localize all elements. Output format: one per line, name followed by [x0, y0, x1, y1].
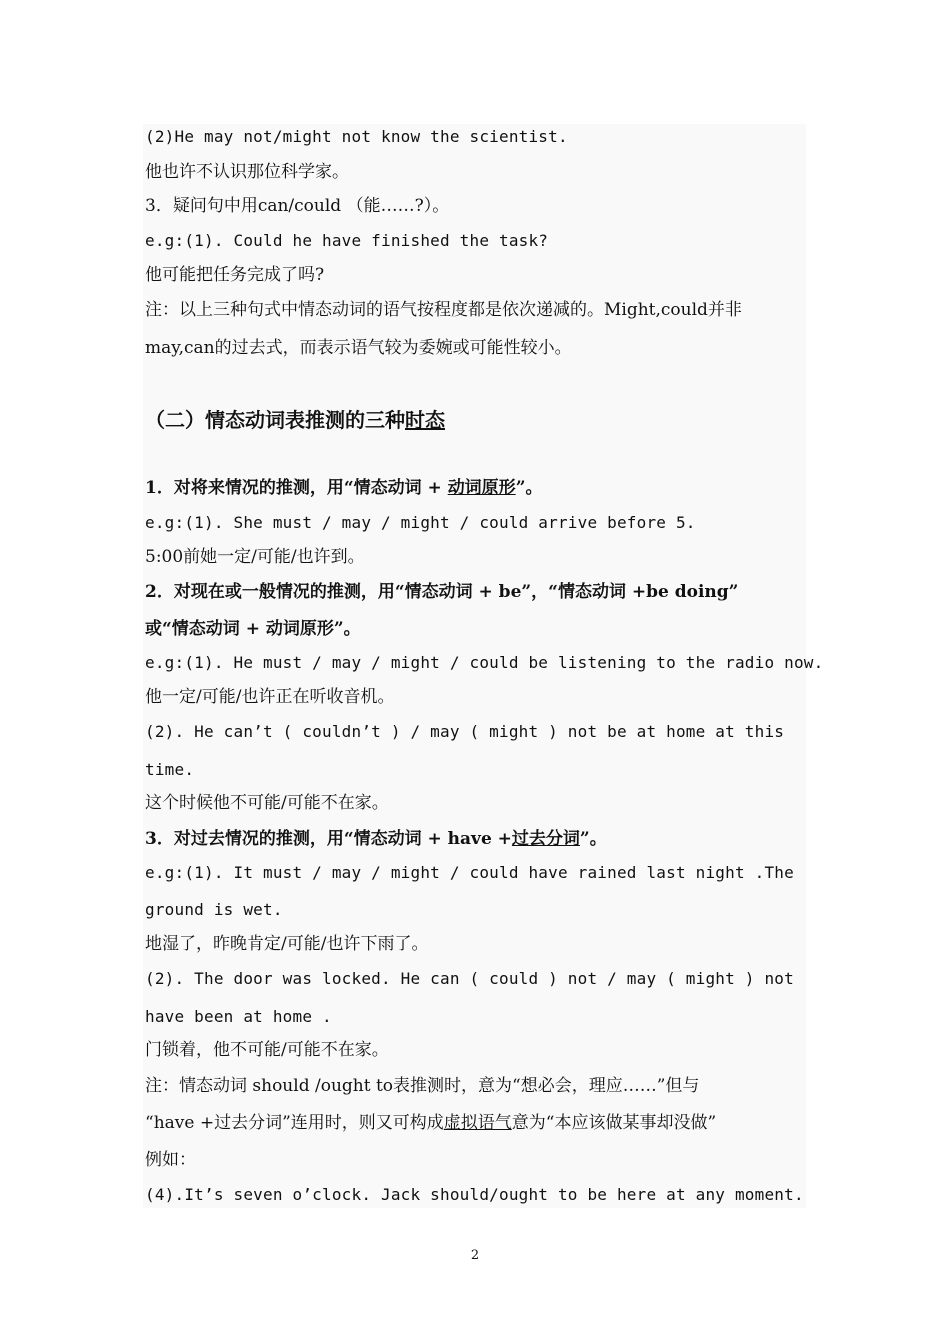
page-number: 2 [470, 1248, 480, 1263]
example-line: e.g:(1). Could he have finished the task? [145, 231, 549, 250]
rule-text: ”。 [515, 478, 543, 498]
note-line: may,can的过去式，而表示语气较为委婉或可能性较小。 [145, 338, 572, 358]
rule-text: 3．对过去情况的推测，用“情态动词 + have + [145, 829, 512, 849]
rule-line: 3．疑问句中用can/could （能……?）。 [145, 196, 450, 216]
example-line: (4).It’s seven o’clock. Jack should/ought to be here at any moment. [145, 1185, 804, 1204]
note-line: 注：情态动词 should /ought to表推测时，意为“想必会，理应……”但与 [145, 1076, 700, 1096]
translation-line: 这个时候他不可能/可能不在家。 [145, 793, 389, 813]
translation-line: 他也许不认识那位科学家。 [145, 162, 349, 182]
rule-heading: 或“情态动词 + 动词原形”。 [145, 619, 361, 639]
example-line: e.g:(1). It must / may / might / could have rained last night .The [145, 863, 794, 882]
rule-heading: 2．对现在或一般情况的推测，用“情态动词 + be”，“情态动词 +be doing” [145, 582, 739, 602]
rule-text: 1．对将来情况的推测，用“情态动词 + [145, 478, 448, 498]
translation-line: 地湿了，昨晚肯定/可能/也许下雨了。 [145, 934, 429, 954]
note-line: 例如： [145, 1150, 196, 1170]
section-heading [145, 404, 445, 433]
note-text: “have +过去分词”连用时，则又可构成 [145, 1113, 444, 1133]
note-line: 注：以上三种句式中情态动词的语气按程度都是依次递减的。Might,could并非 [145, 300, 742, 320]
translation-line: 他可能把任务完成了吗? [145, 265, 325, 285]
rule-text: ”。 [579, 829, 607, 849]
rule-heading [145, 478, 542, 498]
translation-line: 门锁着，他不可能/可能不在家。 [145, 1040, 389, 1060]
example-line: (2)He may not/might not know the scientist. [145, 127, 568, 146]
note-line [145, 1113, 716, 1133]
section-heading-link[interactable]: 时态 [405, 408, 445, 432]
example-line: ground is wet. [145, 900, 283, 919]
translation-line: 他一定/可能/也许正在听收音机。 [145, 687, 395, 707]
example-line: (2). The door was locked. He can ( could ) not / may ( might ) not [145, 969, 794, 988]
translation-line: 5:00前她一定/可能/也许到。 [145, 547, 365, 567]
note-text: 意为“本应该做某事却没做” [511, 1113, 717, 1133]
example-line: e.g:(1). He must / may / might / could be listening to the radio now. [145, 653, 824, 672]
example-line: time. [145, 760, 195, 779]
example-line: (2). He can’t ( couldn’t ) / may ( might ) not be at home at this [145, 722, 785, 741]
example-line: have been at home . [145, 1007, 332, 1026]
rule-heading [145, 829, 607, 849]
example-line: e.g:(1). She must / may / might / could arrive before 5. [145, 513, 696, 532]
term-link[interactable]: 虚拟语气 [443, 1113, 512, 1133]
term-link[interactable]: 过去分词 [511, 829, 580, 849]
section-heading-text: （二）情态动词表推测的三种 [145, 408, 405, 432]
term-link[interactable]: 动词原形 [447, 478, 516, 498]
